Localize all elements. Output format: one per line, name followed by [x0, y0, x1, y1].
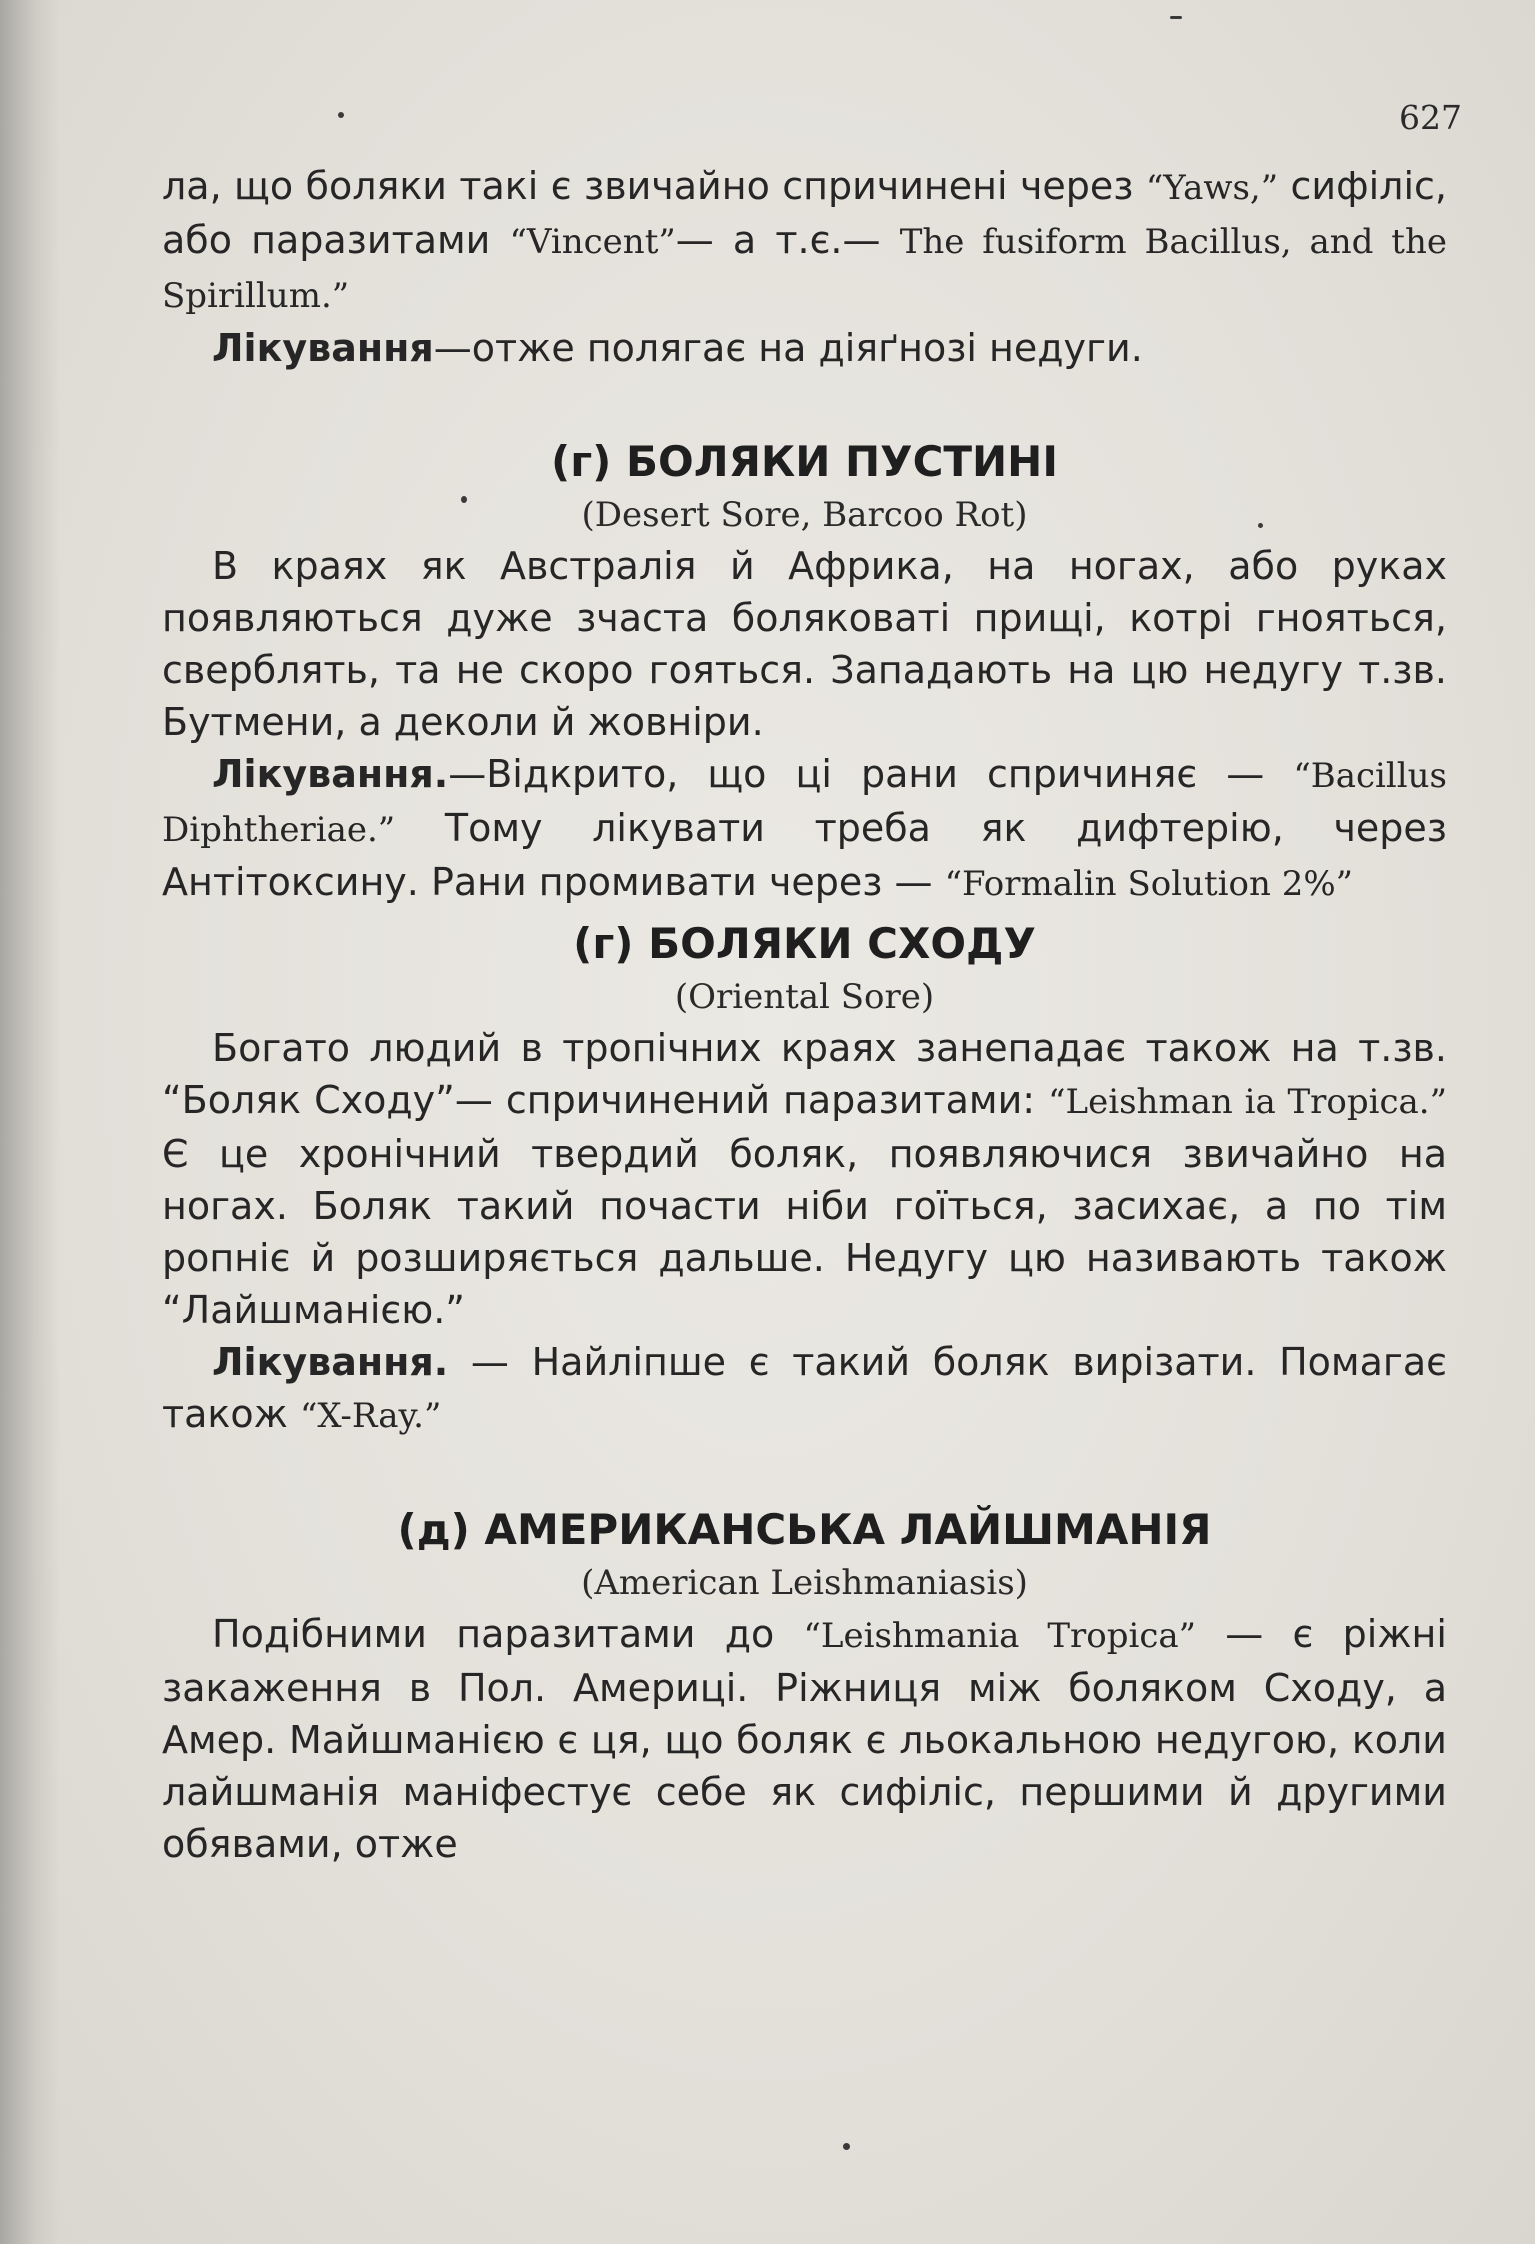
- treatment-text: —отже полягає на діяґнозі недуги.: [433, 326, 1143, 370]
- treatment-text: —Відкрито, що ці рани спричиняє —: [448, 752, 1265, 796]
- latin-term: “Yaws,”: [1145, 168, 1279, 208]
- paper-speck: [338, 112, 344, 118]
- latin-term: “Leishmania Tropica”: [803, 1616, 1197, 1656]
- section-paragraph: [162, 1608, 1447, 1870]
- latin-term: The fusiform Bacillus, and the Spirillum.”: [162, 222, 1447, 316]
- latin-term: “Leishman ia Tropica.”: [1048, 1082, 1447, 1122]
- paper-speck: [1170, 16, 1182, 19]
- text-run: Є це хронічний твердий боляк, появляючися звичайно на ногах. Боляк такий почасти ніби гоїться, засихає, а по тім ропніє й розширяється дальше. Недугу цю називають також “Лайшманією.”: [162, 1132, 1447, 1332]
- page-content: [162, 160, 1447, 1870]
- paper-speck: [1258, 523, 1263, 528]
- text-run: Подібними паразитами до: [212, 1612, 775, 1656]
- treatment-label: Лікування.: [212, 752, 449, 796]
- treatment-text: — Найліпше є такий боляк вирізати. Помагає також: [162, 1340, 1447, 1436]
- text-run: Богато людий в тропічних краях занепадає також на т.зв. “Боляк Сходу”— спричинений паразитами:: [162, 1026, 1447, 1122]
- section-paragraph: [162, 1022, 1447, 1336]
- latin-term: “Formalin Solution 2%”: [944, 864, 1354, 904]
- paragraph-continuation: [162, 160, 1447, 322]
- section-subtitle: (American Leishmaniasis): [581, 1563, 1028, 1603]
- section-subtitle: (Desert Sore, Barcoo Rot): [581, 495, 1028, 535]
- latin-term: “X-Ray.”: [299, 1396, 442, 1436]
- treatment-paragraph: [162, 748, 1447, 910]
- spacer: [162, 1442, 1447, 1502]
- section-title: (г) БОЛЯКИ СХОДУ: [573, 919, 1036, 968]
- section-title: (д) АМЕРИКАНСЬКА ЛАЙШМАНІЯ: [397, 1505, 1212, 1554]
- treatment-label: Лікування: [212, 326, 434, 370]
- paper-speck: [461, 496, 467, 503]
- paper-speck: [843, 2143, 850, 2150]
- treatment-paragraph: [162, 322, 1447, 374]
- latin-term: “Bacillus Diphtheriae.”: [162, 756, 1447, 850]
- text-run: — є ріжні закаження в Пол. Америці. Ріжниця між боляком Сходу, а Амер. Майшманією є ця, що боляк є льокальною недугою, коли лайшманія маніфестує себе як сифіліс, першими й другими обявами, отже: [162, 1612, 1447, 1866]
- section-title: (г) БОЛЯКИ ПУСТИНІ: [551, 437, 1058, 486]
- text-run: — а т.є.—: [675, 218, 881, 262]
- page-number: 627: [1399, 98, 1462, 137]
- treatment-paragraph: [162, 1336, 1447, 1442]
- spacer: [162, 374, 1447, 434]
- text-run: сифіліс, або паразитами: [162, 164, 1447, 262]
- treatment-text: Тому лікувати треба як дифтерію, через Антітоксину. Рани промивати через —: [162, 806, 1447, 904]
- section-paragraph: В краях як Австралія й Африка, на ногах, або руках появляються дуже зчаста боляковаті прищі, котрі гнояться, сверблять, та не скоро гояться. Западають на цю недугу т.зв. Бутмени, а деколи й жовніри.: [162, 544, 1447, 744]
- book-spine-shadow: [0, 0, 60, 2244]
- latin-term: “Vincent”: [509, 222, 676, 262]
- treatment-label: Лікування.: [212, 1340, 449, 1384]
- section-subtitle: (Oriental Sore): [674, 977, 935, 1017]
- text-line: ла, що боляки такі є звичайно спричинені через: [162, 164, 1134, 208]
